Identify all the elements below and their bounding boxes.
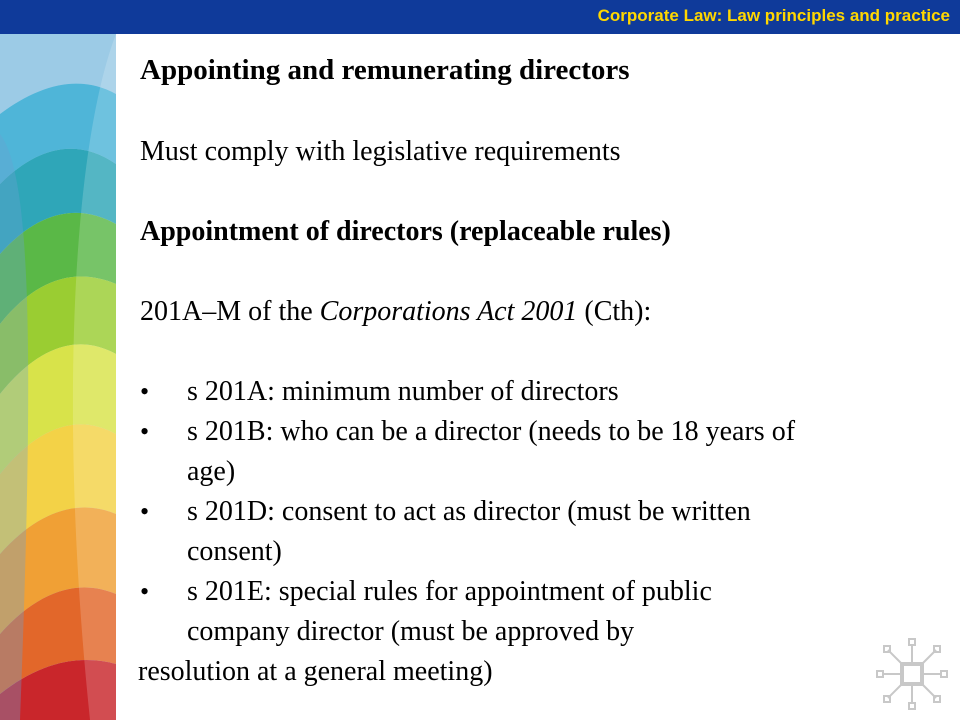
- bullet-text: s 201D: consent to act as director (must be written: [187, 496, 751, 527]
- act-reference-suffix: (Cth):: [584, 296, 652, 327]
- act-name: Corporations Act 2001: [319, 296, 578, 327]
- bullet-text: company director (must be approved by: [187, 616, 635, 647]
- bullet-icon: •: [140, 497, 150, 526]
- subheading: Appointment of directors (replaceable rules): [140, 216, 671, 247]
- header-bar: [0, 0, 960, 34]
- slide-title: Appointing and remunerating directors: [140, 54, 630, 86]
- intro-text: Must comply with legislative requirements: [140, 136, 621, 167]
- bullet-text: s 201A: minimum number of directors: [187, 376, 619, 407]
- bullet-continuation-text: resolution at a general meeting): [138, 656, 493, 687]
- bullet-text: s 201B: who can be a director (needs to be 18 years of: [187, 416, 796, 447]
- act-reference: [140, 292, 950, 332]
- slide-content: [140, 48, 950, 692]
- list-item: [140, 372, 950, 412]
- bullet-list: [140, 372, 950, 692]
- bullet-text: age): [187, 456, 236, 487]
- list-item: [140, 492, 950, 572]
- act-reference-prefix: 201A–M of the: [140, 296, 313, 327]
- bullet-icon: •: [140, 577, 150, 606]
- header-title: Corporate Law: Law principles and practice: [597, 6, 950, 25]
- colorful-paper-folds-image: [0, 34, 116, 720]
- bullet-icon: •: [140, 377, 150, 406]
- list-item: [140, 572, 950, 692]
- network-icon: [876, 638, 948, 710]
- bullet-text: consent): [187, 536, 282, 567]
- list-item: [140, 412, 950, 492]
- bullet-text: s 201E: special rules for appointment of public: [187, 576, 712, 607]
- bullet-icon: •: [140, 417, 150, 446]
